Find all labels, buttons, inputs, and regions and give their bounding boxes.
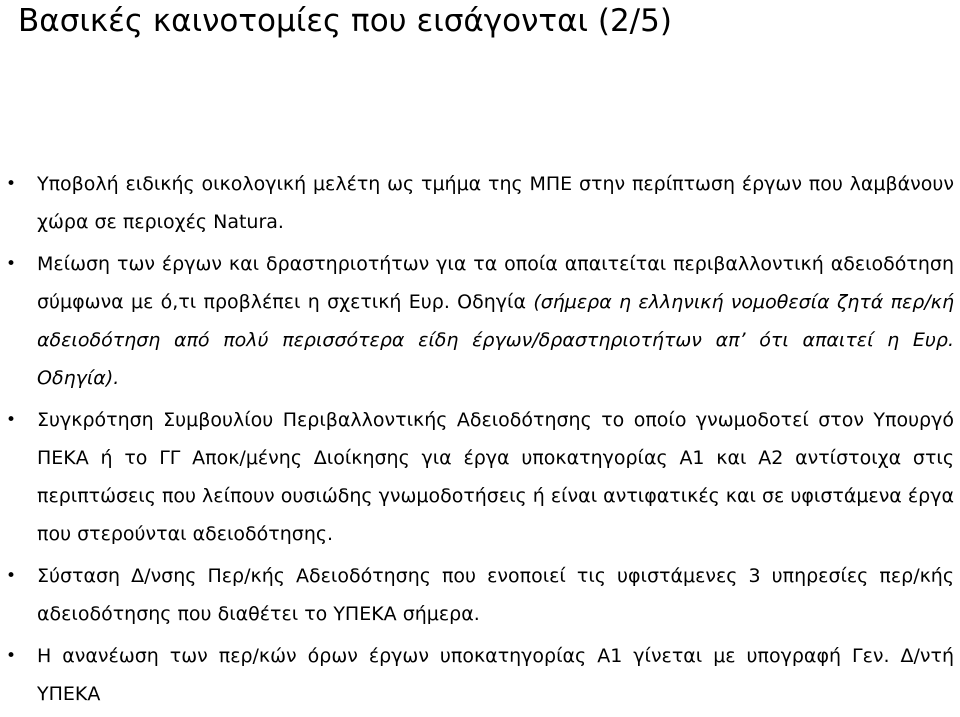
- bullet-item: [0, 245, 960, 397]
- bullet-text-regular: Συγκρότηση Συμβουλίου Περιβαλλοντικής Αδειοδότησης το οποίο γνωμοδοτεί στον Υπουργό ΠΕΚΑ ή το ΓΓ Αποκ/μένης Διοίκησης για έργα υποκατηγορίας Α1 και Α2 αντίστοιχα στις περιπτώσεις που λείπουν ουσιώδης γνωμοδοτήσεις ή είναι αντιφατικές και σε υφιστάμενα έργα που στερούνται αδειοδότησης.: [37, 409, 954, 545]
- bullet-dot-icon: •: [6, 254, 17, 274]
- bullet-text-regular: Υποβολή ειδικής οικολογική μελέτη ως τμήμα της ΜΠΕ στην περίπτωση έργων που λαμβάνουν χώρα σε περιοχές Natura.: [37, 173, 954, 233]
- bullet-text: [37, 165, 954, 241]
- bullet-dot-icon: •: [6, 174, 17, 194]
- slide-title: Βασικές καινοτομίες που εισάγονται (2/5): [18, 3, 672, 39]
- bullet-text-regular: Σύσταση Δ/νσης Περ/κής Αδειοδότησης που ενοποιεί τις υφιστάμενες 3 υπηρεσίες περ/κής αδειοδότησης που διαθέτει το ΥΠΕΚΑ σήμερα.: [37, 565, 954, 625]
- bullet-item: [0, 401, 960, 553]
- bullet-dot-icon: •: [6, 646, 17, 666]
- bullet-dot-icon: •: [6, 410, 17, 430]
- bullet-item: [0, 637, 960, 713]
- bullet-text: [37, 245, 954, 397]
- bullet-text-italic: (σήμερα η ελληνική νομοθεσία ζητά περ/κή αδειοδότηση από πολύ περισσότερα είδη έργων/δραστηριοτήτων απ’ ότι απαιτεί η Ευρ. Οδηγία).: [37, 291, 955, 389]
- bullet-text: [37, 401, 954, 553]
- bullet-text: [37, 557, 954, 633]
- bullet-text: [37, 637, 954, 713]
- bullet-text-regular: Η ανανέωση των περ/κών όρων έργων υποκατηγορίας Α1 γίνεται με υπογραφή Γεν. Δ/ντή ΥΠΕΚΑ: [37, 645, 954, 705]
- bullet-item: [0, 557, 960, 633]
- bullet-item: [0, 165, 960, 241]
- bullet-text-regular: Μείωση των έργων και δραστηριοτήτων για τα οποία απαιτείται περιβαλλοντική αδειοδότηση σύμφωνα με ό,τι προβλέπει η σχετική Ευρ. Οδηγία: [37, 253, 954, 313]
- bullet-dot-icon: •: [6, 566, 17, 586]
- bullet-list: [0, 165, 960, 717]
